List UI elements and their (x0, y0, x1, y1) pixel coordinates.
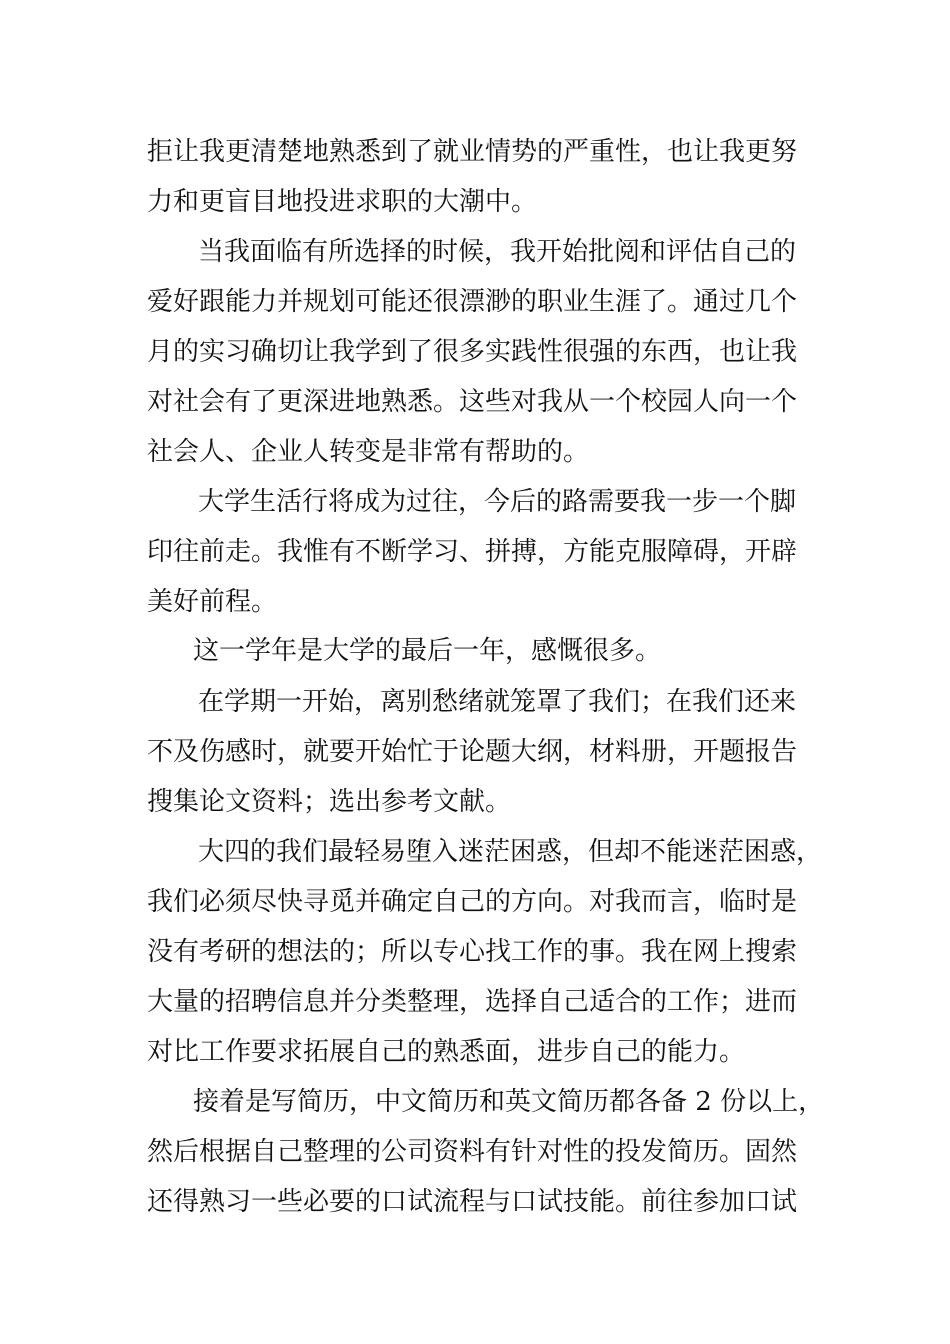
paragraph-first-line: 在学期一开始，离别愁绪就笼罩了我们；在我们还来 (198, 687, 797, 717)
paragraph-first-line: 接着是写简历，中文简历和英文简历都各备 2 份以上， (193, 1087, 825, 1117)
text-line: 美好前程。 (147, 587, 278, 617)
text-line: 社会人、企业人转变是非常有帮助的。 (147, 437, 590, 467)
text-line: 力和更盲目地投进求职的大潮中。 (147, 187, 538, 217)
text-line: 爱好跟能力并规划可能还很漂渺的职业生涯了。通过几个 (147, 287, 798, 317)
text-line: 然后根据自己整理的公司资料有针对性的投发简历。固然 (147, 1137, 798, 1167)
text-line: 印往前走。我惟有不断学习、拼搏，方能克服障碍，开辟 (147, 537, 798, 567)
text-line: 大量的招聘信息并分类整理，选择自己适合的工作；进而 (147, 987, 798, 1017)
text-line: 拒让我更清楚地熟悉到了就业情势的严重性，也让我更努 (147, 137, 798, 167)
text-line: 对比工作要求拓展自己的熟悉面，进步自己的能力。 (147, 1037, 746, 1067)
text-line: 没有考研的想法的；所以专心找工作的事。我在网上搜索 (147, 937, 798, 967)
paragraph-first-line: 当我面临有所选择的时候，我开始批阅和评估自己的 (198, 237, 797, 267)
text-line: 还得熟习一些必要的口试流程与口试技能。前往参加口试 (147, 1187, 798, 1217)
text-line: 搜集论文资料；选出参考文献。 (147, 787, 512, 817)
paragraph-first-line: 大四的我们最轻易堕入迷茫困惑，但却不能迷茫困惑， (198, 837, 823, 867)
text-line: 对社会有了更深进地熟悉。这些对我从一个校园人向一个 (147, 387, 798, 417)
text-line: 我们必须尽快寻觅并确定自己的方向。对我而言，临时是 (147, 887, 798, 917)
paragraph-first-line: 大学生活行将成为过往，今后的路需要我一步一个脚 (198, 487, 797, 517)
text-line: 不及伤感时，就要开始忙于论题大纲，材料册，开题报告 (147, 737, 798, 767)
text-line: 月的实习确切让我学到了很多实践性很强的东西，也让我 (147, 337, 798, 367)
paragraph-first-line: 这一学年是大学的最后一年，感慨很多。 (193, 636, 662, 666)
